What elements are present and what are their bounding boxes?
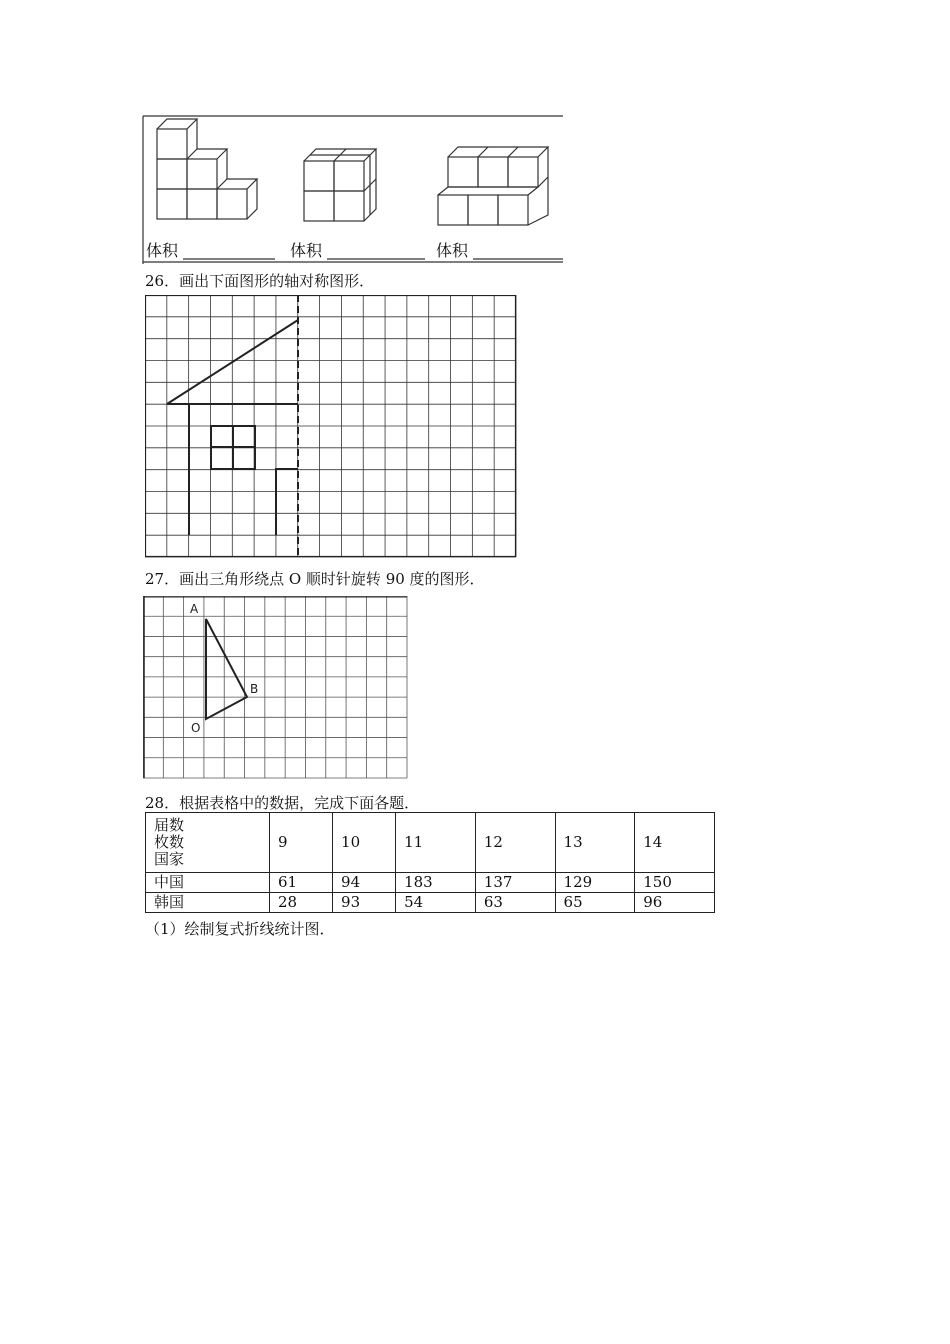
- volume-label-2: 体积: [290, 241, 323, 260]
- staircase-cubes: [157, 119, 257, 219]
- volume-label-1: 体积: [146, 241, 179, 260]
- edition-cell: 13: [555, 813, 635, 873]
- point-a-label: A: [190, 602, 199, 616]
- value-cell: 54: [396, 892, 476, 912]
- diagonal-header-cell: [146, 813, 270, 873]
- edition-cell: 9: [270, 813, 333, 873]
- value-cell: 28: [270, 892, 333, 912]
- value-cell: 65: [555, 892, 635, 912]
- header-medals: 枚数: [154, 832, 185, 851]
- header-country: 国家: [154, 849, 185, 868]
- table-row: [146, 892, 715, 912]
- value-cell: 94: [333, 872, 396, 892]
- value-cell: 93: [333, 892, 396, 912]
- value-cell: 61: [270, 872, 333, 892]
- sub-question-1: （1）绘制复式折线统计图．: [145, 920, 335, 938]
- triangle-aob: [206, 619, 247, 719]
- value-cell: 129: [555, 872, 635, 892]
- point-b-label: B: [250, 682, 259, 696]
- value-cell: 96: [635, 892, 715, 912]
- edition-cell: 12: [475, 813, 555, 873]
- symmetry-grid[interactable]: [145, 295, 517, 559]
- edition-cell: 10: [333, 813, 396, 873]
- two-by-two-cube: [304, 149, 376, 221]
- table-row: [146, 872, 715, 892]
- long-block-cubes: [438, 147, 548, 225]
- value-cell: 150: [635, 872, 715, 892]
- cube-figures-panel: [140, 112, 570, 268]
- point-o-label: O: [191, 721, 201, 735]
- edition-cell: 14: [635, 813, 715, 873]
- question-28-title: 28．根据表格中的数据，完成下面各题．: [145, 794, 420, 812]
- header-edition: 届数: [154, 815, 185, 834]
- rotation-grid[interactable]: [143, 596, 409, 780]
- edition-cell: 11: [396, 813, 476, 873]
- volume-label-3: 体积: [436, 241, 469, 260]
- question-27-title: 27．画出三角形绕点 O 顺时针旋转 90 度的图形．: [145, 570, 485, 588]
- question-26-title: 26．画出下面图形的轴对称图形．: [145, 272, 375, 290]
- value-cell: 63: [475, 892, 555, 912]
- medal-table: [145, 812, 715, 913]
- value-cell: 183: [396, 872, 476, 892]
- value-cell: 137: [475, 872, 555, 892]
- country-cell: 中国: [146, 872, 270, 892]
- country-cell: 韩国: [146, 892, 270, 912]
